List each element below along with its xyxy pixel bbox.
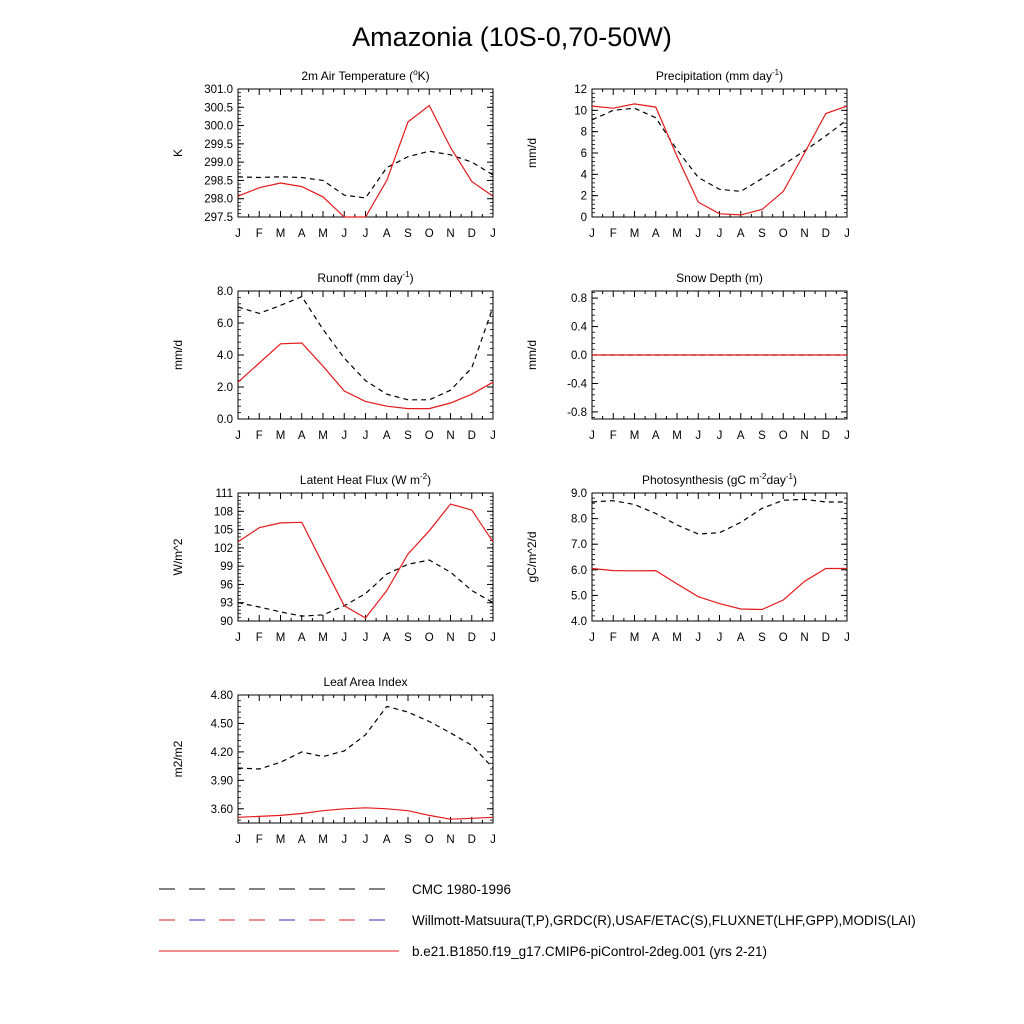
panel-group	[171, 68, 850, 846]
x-tick-label: J	[589, 430, 595, 442]
panel-2	[525, 68, 850, 240]
x-tick-label: M	[629, 430, 640, 442]
plot-frame	[238, 695, 493, 823]
x-tick-label: D	[467, 430, 476, 442]
x-tick-label: S	[404, 430, 412, 442]
x-tick-label: M	[318, 228, 328, 240]
legend-label: b.e21.B1850.f19_g17.CMIP6-piControl-2deg.001 (yrs 2-21)	[412, 944, 767, 959]
x-tick-label: A	[651, 228, 660, 240]
legend-item	[159, 944, 767, 959]
x-tick-label: J	[362, 834, 369, 846]
x-tick-label: M	[672, 430, 682, 442]
x-tick-label: N	[800, 632, 809, 644]
x-tick-label: A	[297, 430, 306, 442]
x-tick-label: J	[490, 430, 496, 442]
y-tick-label: 301.0	[204, 84, 233, 96]
x-tick-label: M	[318, 430, 328, 442]
legend-label: Willmott-Matsuura(T,P),GRDC(R),USAF/ETAC(S),FLUXNET(LHF,GPP),MODIS(LAI)	[412, 913, 916, 928]
x-tick-label: F	[255, 228, 263, 240]
model-series-line	[592, 104, 847, 215]
y-tick-label: 4.0	[571, 616, 587, 628]
y-tick-label: 96	[220, 579, 233, 592]
x-tick-label: D	[821, 632, 830, 644]
plot-frame	[238, 89, 493, 217]
panel-7	[171, 675, 496, 846]
x-tick-label: M	[318, 632, 328, 644]
y-tick-label: 3.60	[210, 803, 233, 816]
x-tick-label: J	[844, 228, 850, 240]
model-series-line	[238, 106, 493, 218]
x-tick-label: J	[844, 632, 850, 644]
x-tick-label: J	[716, 632, 723, 644]
x-tick-label: S	[758, 228, 766, 240]
x-tick-label: O	[778, 430, 788, 442]
y-tick-label: 93	[220, 597, 233, 610]
x-tick-label: D	[467, 834, 476, 846]
x-tick-label: M	[275, 834, 286, 846]
y-tick-label: 99	[220, 561, 233, 574]
y-tick-label: 299.0	[204, 157, 233, 170]
plot-frame	[592, 493, 847, 621]
y-axis-label: m2/m2	[171, 740, 185, 778]
x-tick-label: M	[275, 632, 286, 644]
y-axis-label: mm/d	[525, 138, 539, 168]
y-tick-label: 298.5	[204, 175, 233, 188]
y-tick-label: 4.20	[210, 746, 233, 759]
x-tick-label: N	[800, 228, 809, 240]
y-tick-label: 300.5	[204, 102, 233, 115]
y-tick-label: 7.0	[571, 539, 587, 552]
x-tick-label: F	[609, 632, 617, 644]
legend-label: CMC 1980-1996	[412, 882, 512, 897]
x-tick-label: F	[255, 632, 263, 644]
y-tick-label: 6.0	[217, 318, 233, 330]
x-tick-label: M	[672, 228, 682, 240]
y-axis-label: W/m^2	[171, 538, 185, 576]
x-tick-label: S	[404, 834, 412, 846]
y-tick-label: 3.90	[210, 775, 233, 788]
y-tick-label: 300.0	[204, 120, 233, 133]
y-tick-label: 299.5	[204, 138, 233, 151]
plot-frame	[238, 493, 493, 621]
x-tick-label: A	[297, 632, 306, 644]
x-tick-label: D	[821, 228, 830, 240]
obs-series-line	[592, 108, 847, 191]
x-tick-label: A	[382, 834, 391, 846]
y-tick-label: 8.0	[217, 286, 233, 298]
panel-title: Precipitation (mm day$^{-1}$)	[655, 68, 784, 83]
x-tick-label: F	[255, 834, 263, 846]
y-tick-label: 90	[220, 616, 233, 628]
y-tick-label: 10	[574, 105, 587, 118]
y-tick-label: 105	[213, 524, 233, 537]
model-series-line	[238, 504, 493, 618]
x-tick-label: S	[404, 632, 412, 644]
x-tick-label: J	[341, 228, 348, 240]
x-tick-label: S	[758, 430, 766, 442]
x-tick-label: J	[362, 228, 369, 240]
x-tick-label: O	[424, 228, 434, 240]
x-tick-label: M	[275, 430, 286, 442]
y-tick-label: 4.0	[217, 350, 233, 362]
x-tick-label: O	[424, 430, 434, 442]
legend-item	[159, 913, 916, 928]
x-tick-label: A	[736, 632, 745, 644]
y-tick-label: 4.50	[210, 718, 233, 731]
x-tick-label: M	[672, 632, 682, 644]
y-tick-label: -0.4	[567, 378, 587, 391]
y-tick-label: 0	[580, 212, 587, 224]
x-tick-label: J	[235, 228, 241, 240]
x-tick-label: N	[446, 430, 455, 442]
y-tick-label: 8	[580, 126, 587, 139]
panel-1	[171, 68, 496, 240]
x-tick-label: D	[821, 430, 830, 442]
y-tick-label: -0.8	[567, 406, 587, 419]
x-tick-label: J	[235, 834, 241, 846]
y-tick-label: 0.8	[571, 293, 587, 306]
y-tick-label: 6.0	[571, 564, 587, 577]
x-tick-label: S	[404, 228, 412, 240]
panel-title: Leaf Area Index	[323, 675, 408, 689]
x-tick-label: N	[446, 228, 455, 240]
x-tick-label: A	[382, 632, 391, 644]
y-tick-label: 4	[580, 169, 587, 182]
x-tick-label: F	[609, 430, 617, 442]
x-tick-label: N	[446, 632, 455, 644]
x-tick-label: J	[695, 228, 702, 240]
x-tick-label: A	[651, 632, 660, 644]
y-tick-label: 298.0	[204, 193, 233, 206]
y-tick-label: 9.0	[571, 488, 587, 500]
y-tick-label: 0.0	[217, 414, 233, 426]
y-tick-label: 102	[213, 542, 233, 555]
x-tick-label: D	[467, 632, 476, 644]
x-tick-label: A	[736, 228, 745, 240]
x-tick-label: M	[318, 834, 328, 846]
x-tick-label: M	[629, 632, 640, 644]
x-tick-label: J	[341, 632, 348, 644]
x-tick-label: J	[362, 430, 369, 442]
x-tick-label: A	[382, 228, 391, 240]
x-tick-label: F	[255, 430, 263, 442]
x-tick-label: J	[235, 632, 241, 644]
panel-5	[171, 472, 496, 644]
x-tick-label: J	[490, 834, 496, 846]
x-tick-label: O	[778, 632, 788, 644]
x-tick-label: J	[490, 632, 496, 644]
y-tick-label: 2.0	[217, 382, 233, 394]
plot-frame	[238, 291, 493, 419]
obs-series-line	[238, 151, 493, 198]
x-tick-label: J	[695, 430, 702, 442]
x-tick-label: D	[467, 228, 476, 240]
y-tick-label: 2	[580, 190, 587, 203]
y-axis-label: mm/d	[171, 340, 185, 370]
figure-title: Amazonia (10S-0,70-50W)	[352, 22, 672, 52]
x-tick-label: O	[424, 834, 434, 846]
y-tick-label: 6	[580, 148, 587, 160]
y-tick-label: 0.0	[571, 350, 587, 362]
y-axis-label: gC/m^2/d	[525, 531, 539, 583]
x-tick-label: J	[235, 430, 241, 442]
y-tick-label: 111	[215, 488, 233, 500]
x-tick-label: J	[341, 430, 348, 442]
x-tick-label: M	[275, 228, 286, 240]
obs-series-line	[238, 560, 493, 616]
model-series-line	[592, 569, 847, 610]
y-tick-label: 297.5	[204, 212, 233, 224]
x-tick-label: J	[589, 632, 595, 644]
x-tick-label: A	[382, 430, 391, 442]
panel-title: 2m Air Temperature ($^o$K)	[301, 68, 430, 83]
x-tick-label: A	[297, 228, 306, 240]
panel-4	[525, 271, 850, 442]
x-tick-label: J	[695, 632, 702, 644]
legend-item	[159, 882, 511, 897]
y-axis-label: K	[171, 148, 185, 158]
x-tick-label: S	[758, 632, 766, 644]
y-tick-label: 5.0	[571, 590, 587, 603]
panel-title: Snow Depth (m)	[676, 271, 763, 285]
x-tick-label: J	[341, 834, 348, 846]
x-tick-label: J	[490, 228, 496, 240]
x-tick-label: A	[736, 430, 745, 442]
x-tick-label: J	[716, 430, 723, 442]
model-series-line	[238, 343, 493, 409]
x-tick-label: J	[844, 430, 850, 442]
y-tick-label: 8.0	[571, 513, 587, 526]
panel-title: Runoff (mm day$^{-1}$)	[317, 270, 414, 285]
x-tick-label: J	[362, 632, 369, 644]
x-tick-label: N	[800, 430, 809, 442]
y-axis-label: mm/d	[525, 340, 539, 370]
x-tick-label: A	[297, 834, 306, 846]
panel-title: Latent Heat Flux (W $m^{-2}$)	[299, 472, 432, 487]
y-tick-label: 0.4	[571, 321, 587, 334]
y-tick-label: 12	[574, 84, 587, 96]
panel-6	[525, 472, 850, 644]
panel-title: Photosynthesis (gC $m^{-2}day^{-1}$)	[642, 472, 797, 487]
x-tick-label: M	[629, 228, 640, 240]
x-tick-label: N	[446, 834, 455, 846]
panel-3	[171, 270, 496, 442]
x-tick-label: O	[424, 632, 434, 644]
x-tick-label: F	[609, 228, 617, 240]
y-tick-label: 4.80	[210, 690, 233, 702]
x-tick-label: J	[589, 228, 595, 240]
obs-series-line	[238, 706, 493, 769]
legend	[159, 882, 916, 959]
obs-series-line	[592, 499, 847, 534]
y-tick-label: 108	[213, 506, 233, 519]
x-tick-label: J	[716, 228, 723, 240]
x-tick-label: O	[778, 228, 788, 240]
x-tick-label: A	[651, 430, 660, 442]
